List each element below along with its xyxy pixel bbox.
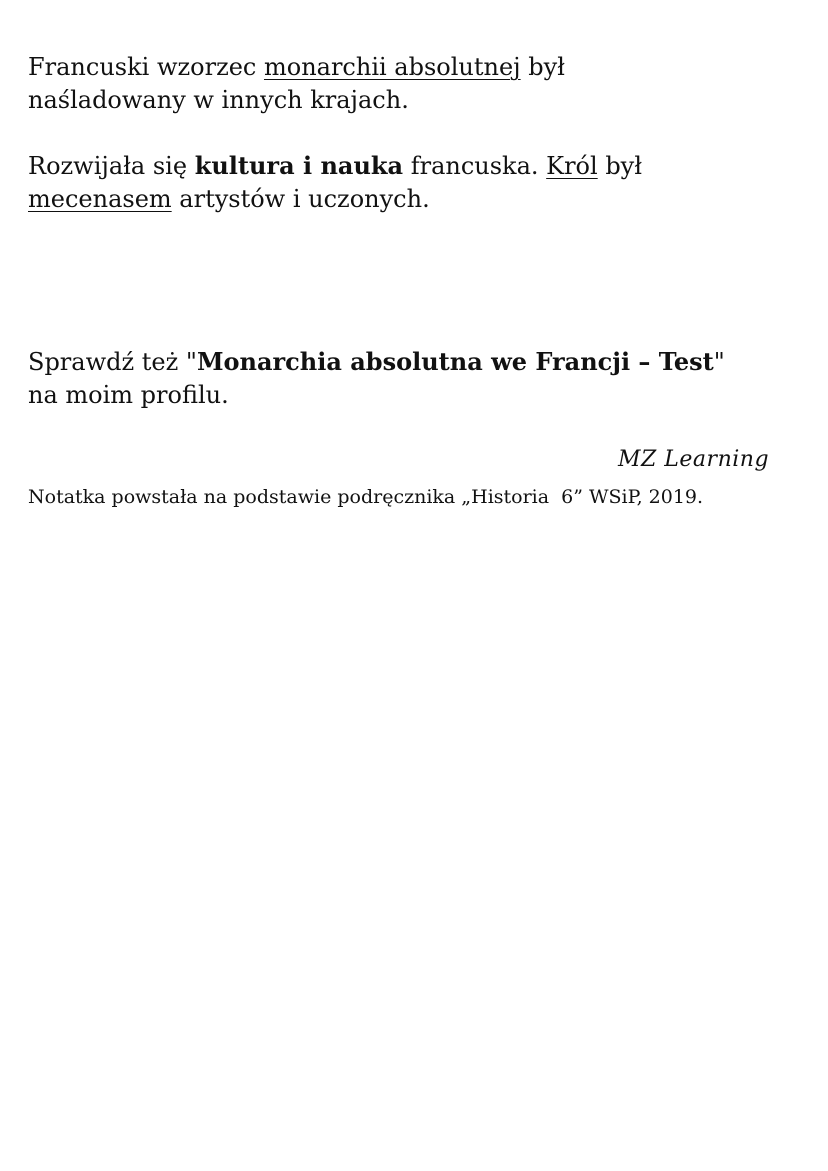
term-monarchii-absolutnej: monarchii absolutnej [263,53,521,81]
paragraph2-text-end: artystów i uczonych. [171,185,430,213]
term-mecenasem: mecenasem [28,185,172,213]
term-krol: Król [546,152,598,180]
paragraph3-line2: na moim profilu. [28,381,229,409]
paragraph3-text-start: Sprawdź też " [28,348,197,376]
paragraph1-text-start: Francuski wzorzec [28,53,264,81]
paragraph-absolute-monarchy-model [28,51,798,117]
paragraph1-text-mid: był [520,53,565,81]
paragraph3-quote-close: " [713,348,725,376]
paragraph1-line2: naśladowany w innych krajach. [28,86,409,114]
bold-kultura-i-nauka: kultura i nauka [194,151,404,180]
paragraph-culture-science [28,149,798,216]
paragraph2-text-mid2: był [597,152,643,180]
test-title: Monarchia absolutna we Francji – Test [196,347,714,376]
source-note: Notatka powstała na podstawie podręcznika „Historia 6” WSiP, 2019. [28,486,704,508]
author-signature: MZ Learning [618,447,770,472]
paragraph-check-test [28,345,798,412]
paragraph2-text-mid: francuska. [403,152,547,180]
paragraph2-text-start: Rozwijała się [28,152,195,180]
